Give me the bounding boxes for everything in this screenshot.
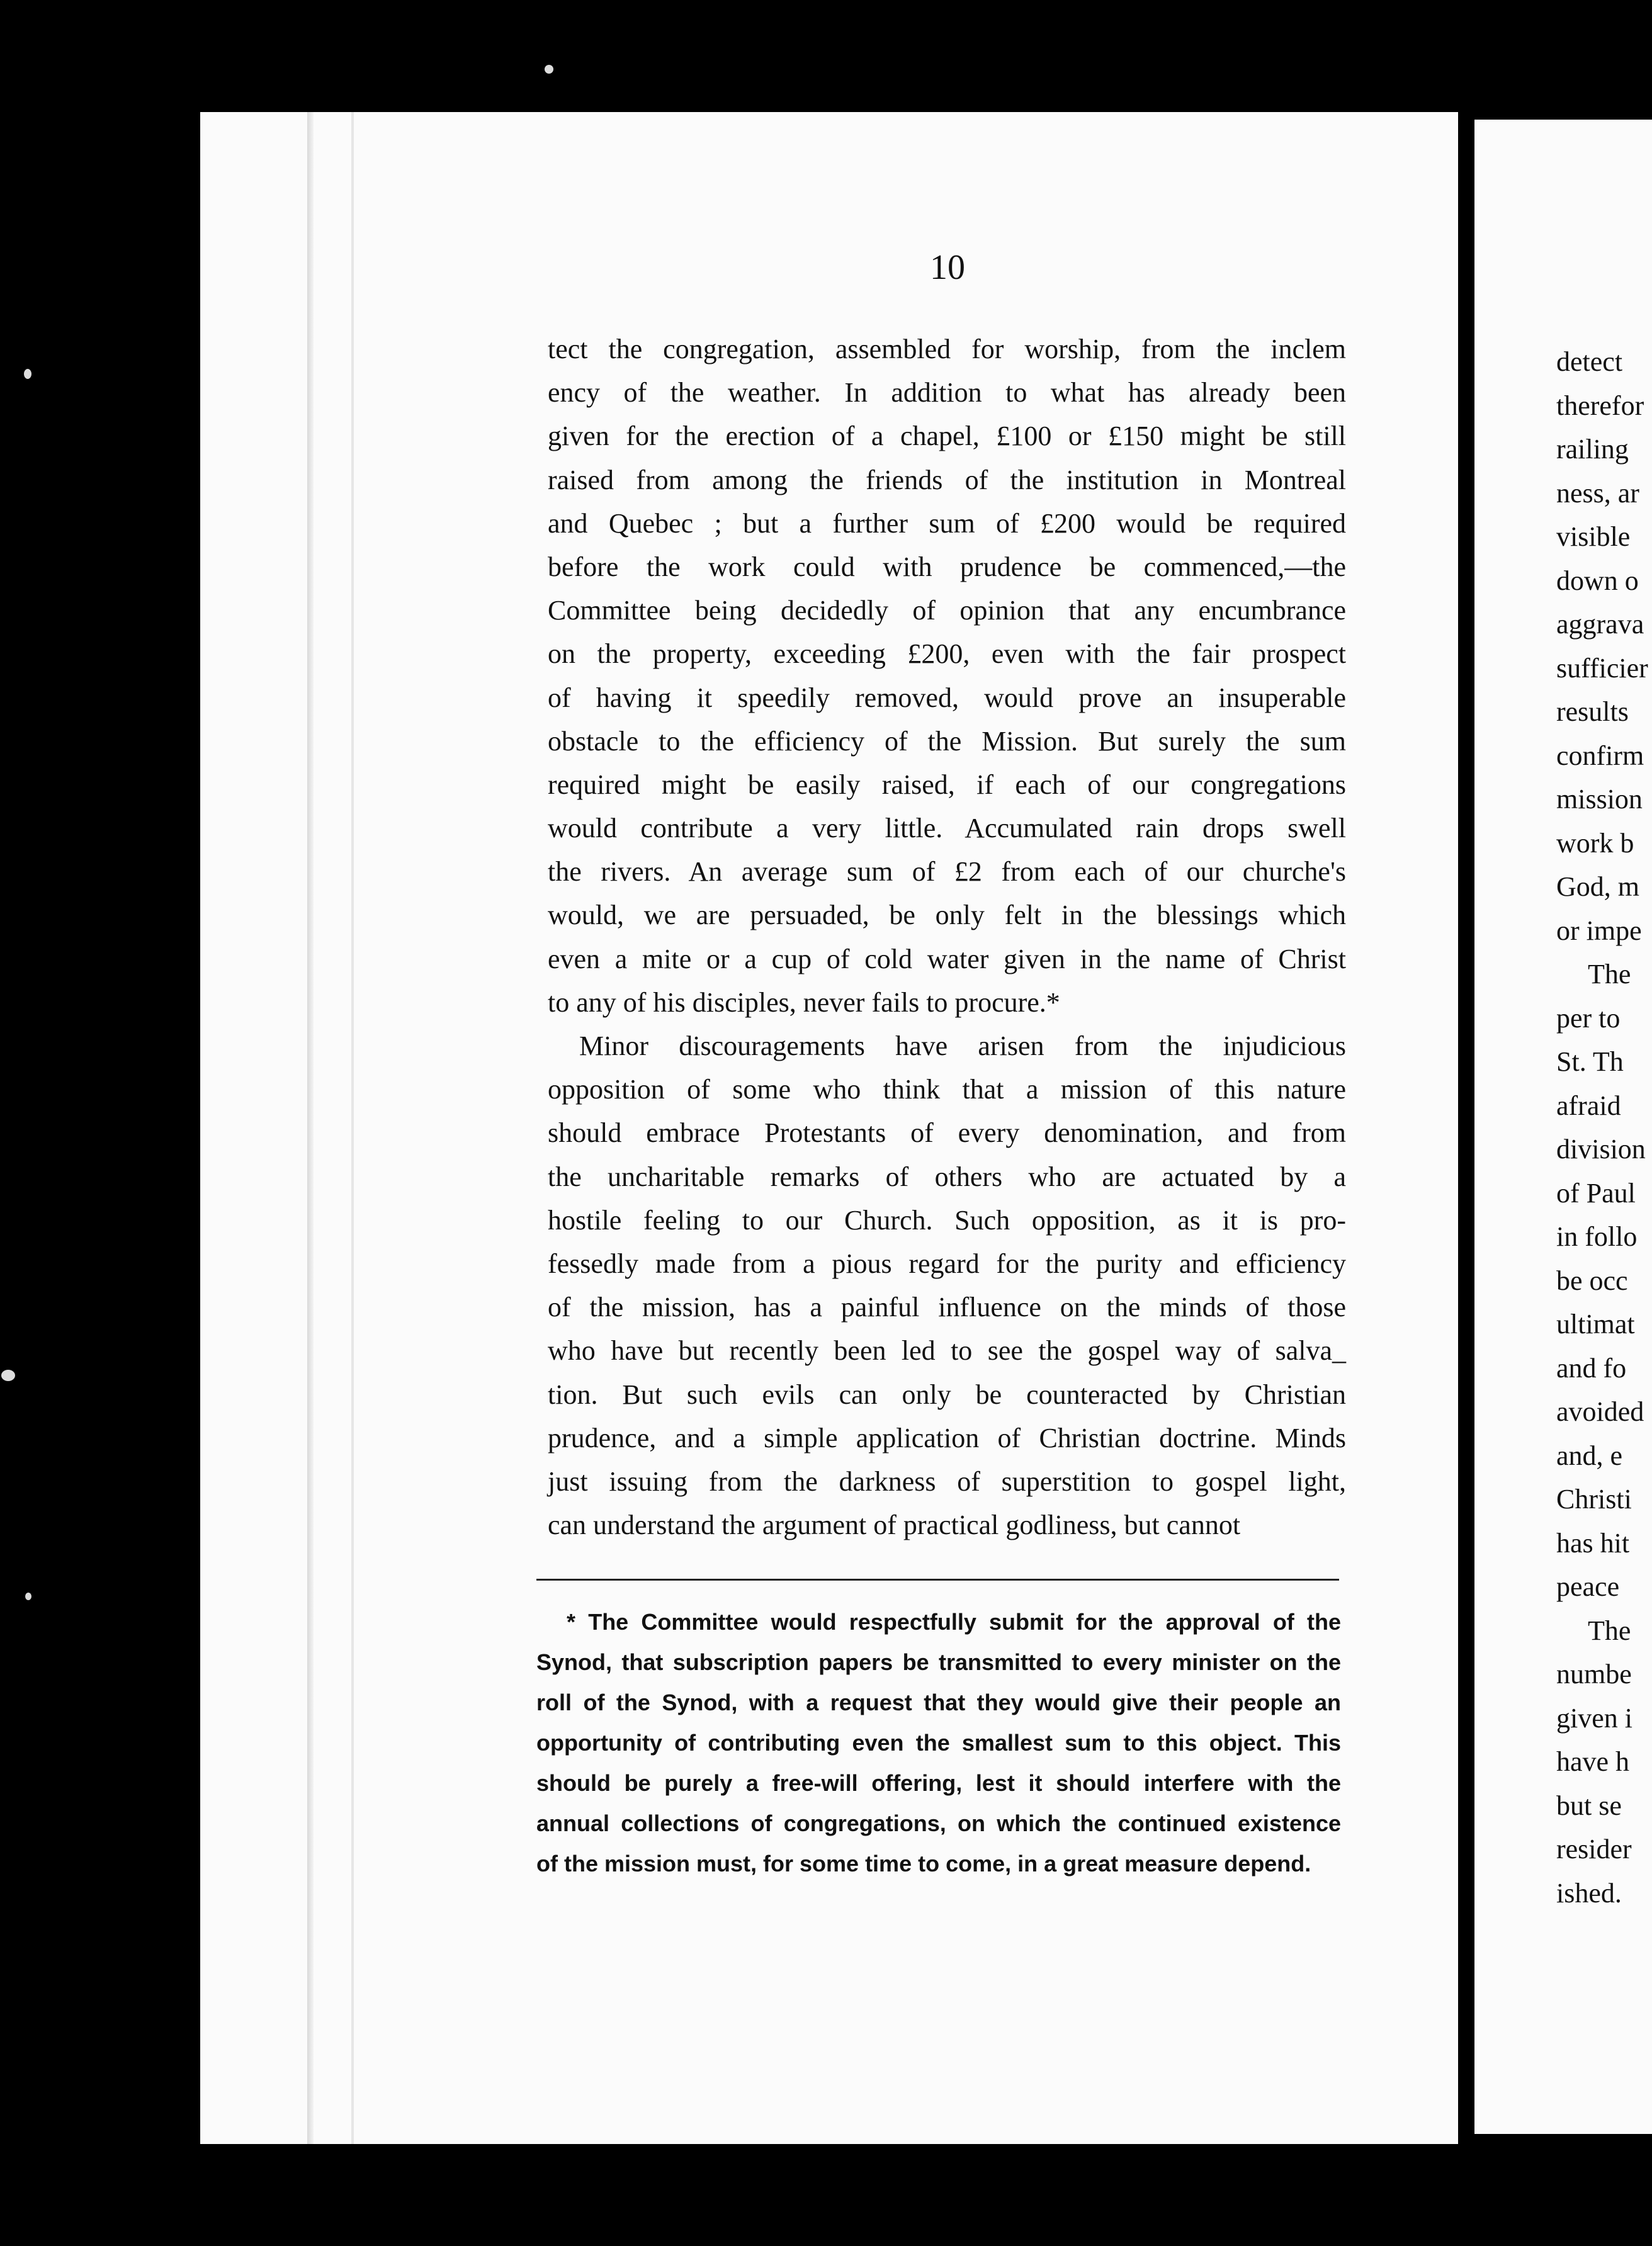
footnote-line: Synod, that subscription papers be transmitted to every minister on the: [536, 1649, 1341, 1675]
right-page-line: ished.: [1556, 1877, 1622, 1909]
body-line: Committee being decidedly of opinion that any encumbrance: [548, 595, 1346, 626]
right-page-line: work b: [1556, 827, 1634, 859]
body-line: prudence, and a simple application of Christian doctrine. Minds: [548, 1422, 1346, 1453]
body-line: to any of his disciples, never fails to procure.*: [548, 986, 1060, 1018]
body-line: and Quebec ; but a further sum of £200 would be required: [548, 507, 1346, 539]
right-page-line: but se: [1556, 1790, 1622, 1821]
body-line: the rivers. An average sum of £2 from each of our churche's: [548, 856, 1346, 888]
body-line: should embrace Protestants of every denomination, and from: [548, 1117, 1346, 1149]
footnote-rule: [536, 1579, 1339, 1581]
body-line: obstacle to the efficiency of the Mission. But surely the sum: [548, 725, 1346, 757]
right-page-line: The: [1588, 1615, 1631, 1646]
right-page-line: therefor: [1556, 390, 1644, 421]
right-page-line: down o: [1556, 565, 1639, 596]
right-page-line: ness, ar: [1556, 477, 1639, 509]
right-page-line: be occ: [1556, 1265, 1628, 1296]
footnote-line: roll of the Synod, with a request that they would give their people an: [536, 1690, 1341, 1715]
right-page-line: visible: [1556, 521, 1631, 552]
right-page-line: The: [1588, 959, 1631, 990]
right-page-line: Christi: [1556, 1484, 1632, 1515]
right-page-line: ultimat: [1556, 1309, 1635, 1340]
right-page-line: division: [1556, 1134, 1646, 1165]
right-page-line: given i: [1556, 1702, 1632, 1734]
body-line: who have but recently been led to see the gospel way of salva_: [548, 1335, 1346, 1367]
body-line: even a mite or a cup of cold water given in the name of Christ: [548, 943, 1346, 974]
footnote-line: annual collections of congregations, on which the continued existence: [536, 1810, 1341, 1836]
body-line: would, we are persuaded, be only felt in the blessings which: [548, 900, 1346, 931]
right-page-line: and fo: [1556, 1352, 1627, 1384]
right-page-line: has hit: [1556, 1527, 1630, 1559]
right-page-line: railing: [1556, 434, 1629, 465]
body-line: tion. But such evils can only be counteracted by Christian: [548, 1379, 1346, 1410]
scan-speck: [25, 1593, 31, 1600]
right-page-line: have h: [1556, 1746, 1630, 1777]
right-page-line: confirm: [1556, 740, 1644, 771]
body-line: of having it speedily removed, would prove an insuperable: [548, 682, 1346, 713]
right-page-line: avoided: [1556, 1396, 1644, 1427]
body-line: just issuing from the darkness of superstition to gospel light,: [548, 1465, 1346, 1497]
right-page-line: God, m: [1556, 871, 1639, 902]
right-page-line: resider: [1556, 1834, 1632, 1865]
right-page-line: of Paul: [1556, 1177, 1636, 1209]
body-line: fessedly made from a pious regard for the purity and efficiency: [548, 1248, 1346, 1279]
right-page-line: per to: [1556, 1002, 1621, 1034]
right-page-line: numbe: [1556, 1659, 1632, 1690]
body-line: tect the congregation, assembled for worship, from the inclem: [548, 334, 1346, 364]
body-line: opposition of some who think that a mission of this nature: [548, 1074, 1346, 1105]
right-page-line: in follo: [1556, 1221, 1638, 1252]
body-line: required might be easily raised, if each of our congregations: [548, 769, 1346, 800]
body-line: hostile feeling to our Church. Such opposition, as it is pro-: [548, 1204, 1346, 1236]
footnote-line: * The Committee would respectfully submit for the approval of the: [567, 1609, 1341, 1635]
footnote-line: should be purely a free-will offering, lest it should interfere with the: [536, 1770, 1341, 1796]
right-page-line: results: [1556, 696, 1629, 727]
right-page-line: or impe: [1556, 915, 1642, 946]
scan-speck: [545, 65, 553, 74]
right-page-line: and, e: [1556, 1440, 1623, 1471]
body-line: Minor discouragements have arisen from the injudicious: [579, 1030, 1346, 1061]
footnote-line: of the mission must, for some time to come, in a great measure depend.: [536, 1851, 1311, 1876]
right-page-line: aggrava: [1556, 609, 1644, 640]
body-line: on the property, exceeding £200, even with the fair prospect: [548, 638, 1346, 670]
right-page-text: [1556, 340, 1652, 1915]
body-line: would contribute a very little. Accumulated rain drops swell: [548, 813, 1346, 844]
footnote-line: opportunity of contributing even the smallest sum to this object. This: [536, 1730, 1341, 1756]
body-line: of the mission, has a painful influence on the minds of those: [548, 1292, 1346, 1323]
body-line: raised from among the friends of the institution in Montreal: [548, 464, 1346, 495]
body-line: ency of the weather. In addition to what has already been: [548, 377, 1346, 409]
right-page-line: peace: [1556, 1571, 1620, 1602]
page-number: 10: [930, 248, 965, 287]
body-line: given for the erection of a chapel, £100 or £150 might be still: [548, 420, 1346, 452]
body-line: the uncharitable remarks of others who are actuated by a: [548, 1161, 1346, 1192]
body-line: can understand the argument of practical godliness, but cannot: [548, 1510, 1241, 1541]
body-text: [548, 327, 1346, 1547]
right-page-line: sufficier: [1556, 652, 1648, 684]
right-page-line: St. Th: [1556, 1046, 1624, 1077]
right-page-line: mission: [1556, 784, 1643, 815]
right-page-line: afraid: [1556, 1090, 1621, 1121]
body-line: before the work could with prudence be commenced,—the: [548, 551, 1346, 582]
page-gutter-shadow: [307, 112, 314, 2144]
page-gutter-line: [351, 112, 354, 2144]
right-page-line: detect: [1556, 346, 1623, 377]
scan-speck: [24, 369, 31, 379]
scan-speck: [1, 1370, 15, 1381]
right-page: [1474, 120, 1652, 2134]
footnote: [536, 1602, 1341, 1884]
